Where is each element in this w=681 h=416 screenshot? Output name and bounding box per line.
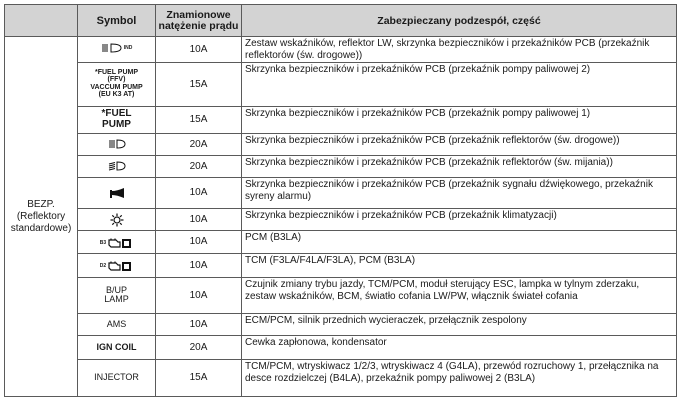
engine-ecu-icon	[107, 237, 133, 249]
header-location	[5, 5, 78, 37]
table-row	[5, 134, 677, 156]
location-cell	[5, 37, 78, 397]
table-row	[5, 37, 677, 63]
ac-fan-icon	[110, 213, 124, 227]
symbol-text-block	[90, 69, 142, 99]
component-cell: Skrzynka bezpieczników i przekaźników PCB (przekaźnik reflektorów (św. mijania))	[242, 156, 677, 178]
symbol-glyph	[101, 42, 133, 54]
fuse-table-container	[4, 4, 677, 397]
symbol-text-block: IGN COIL	[96, 341, 137, 352]
symbol-cell	[78, 314, 156, 336]
header-row	[5, 5, 677, 37]
table-row	[5, 178, 677, 209]
component-cell: Skrzynka bezpieczników i przekaźników PCB (przekaźnik pompy paliwowej 2)	[242, 63, 677, 107]
rating-cell: 10A	[156, 37, 242, 63]
symbol-line: (FFV)	[107, 76, 126, 84]
engine-ecu-icon	[107, 260, 133, 272]
rating-cell: 10A	[156, 209, 242, 231]
component-cell: Skrzynka bezpieczników i przekaźników PCB (przekaźnik sygnału dźwiękowego, przekaźnik syreny alarmu)	[242, 178, 677, 209]
table-row	[5, 360, 677, 397]
symbol-cell	[78, 278, 156, 314]
header-rating	[156, 5, 242, 37]
symbol-line: *FUEL PUMP	[94, 68, 139, 76]
symbol-text: B3	[99, 239, 107, 246]
rating-cell: 20A	[156, 156, 242, 178]
symbol-text-block	[104, 286, 129, 304]
symbol-line: (EU K3 AT)	[98, 91, 135, 99]
symbol-line: PUMP	[102, 118, 131, 130]
rating-cell: 15A	[156, 107, 242, 134]
header-symbol: Symbol	[78, 5, 156, 37]
symbol-cell	[78, 107, 156, 134]
symbol-text: D2	[99, 263, 107, 269]
component-cell: TCM/PCM, wtryskiwacz 1/2/3, wtryskiwacz 4 (G4LA), przewód rozruchowy 1, przełącznika na desce rozdzielczej (B4LA), przekaźnik pompy paliwowej 2 (B3LA)	[242, 360, 677, 397]
table-row	[5, 314, 677, 336]
component-cell: Skrzynka bezpieczników i przekaźników PCB (przekaźnik klimatyzacji)	[242, 209, 677, 231]
table-row	[5, 278, 677, 314]
header-rating-line1: Znamionowe	[166, 8, 231, 21]
rating-cell: 10A	[156, 314, 242, 336]
symbol-cell	[78, 254, 156, 278]
component-cell: TCM (F3LA/F4LA/F3LA), PCM (B3LA)	[242, 254, 677, 278]
high-beam-icon	[108, 139, 126, 149]
table-row	[5, 231, 677, 254]
symbol-glyph	[100, 260, 133, 272]
symbol-glyph	[100, 237, 133, 249]
symbol-text-block	[102, 109, 132, 130]
rating-cell: 15A	[156, 63, 242, 107]
symbol-line: LAMP	[104, 293, 129, 304]
symbol-cell	[78, 209, 156, 231]
table-row	[5, 107, 677, 134]
header-component: Zabezpieczany podzespół, część	[242, 5, 677, 37]
location-line3: standardowe)	[10, 222, 72, 234]
symbol-cell	[78, 156, 156, 178]
symbol-cell	[78, 134, 156, 156]
component-cell: PCM (B3LA)	[242, 231, 677, 254]
rating-cell: 20A	[156, 336, 242, 360]
symbol-text: IND	[123, 45, 133, 51]
component-cell: Skrzynka bezpieczników i przekaźników PCB (przekaźnik pompy paliwowej 1)	[242, 107, 677, 134]
table-row	[5, 156, 677, 178]
table-row	[5, 336, 677, 360]
symbol-line: VACCUM PUMP	[90, 83, 143, 91]
symbol-cell	[78, 336, 156, 360]
location-line1: BEZP.	[27, 198, 55, 210]
rating-cell: 10A	[156, 278, 242, 314]
rating-cell: 20A	[156, 134, 242, 156]
component-cell: Skrzynka bezpieczników i przekaźników PCB (przekaźnik reflektorów (św. drogowe))	[242, 134, 677, 156]
symbol-cell	[78, 178, 156, 209]
rating-cell: 10A	[156, 254, 242, 278]
symbol-cell	[78, 231, 156, 254]
symbol-text-block: AMS	[106, 318, 127, 329]
rating-cell: 10A	[156, 231, 242, 254]
component-cell: Cewka zapłonowa, kondensator	[242, 336, 677, 360]
header-rating-line2: natężenie prądu	[158, 19, 239, 32]
low-beam-icon	[108, 161, 126, 171]
table-row	[5, 209, 677, 231]
fuse-table	[4, 4, 677, 397]
table-row	[5, 63, 677, 107]
component-cell: Zestaw wskaźników, reflektor LW, skrzynka bezpieczników i przekaźników PCB (przekaźnik reflektorów (św. drogowe))	[242, 37, 677, 63]
rating-cell: 15A	[156, 360, 242, 397]
symbol-text-block: INJECTOR	[94, 372, 139, 382]
symbol-cell	[78, 63, 156, 107]
horn-icon	[108, 187, 126, 199]
component-cell: ECM/PCM, silnik przednich wycieraczek, przełącznik zespolony	[242, 314, 677, 336]
symbol-cell	[78, 37, 156, 63]
table-row	[5, 254, 677, 278]
symbol-line: *FUEL	[101, 108, 132, 120]
headlamp-ind-icon	[101, 43, 123, 53]
location-line2: (Reflektory	[16, 210, 66, 222]
rating-cell: 10A	[156, 178, 242, 209]
symbol-cell	[78, 360, 156, 397]
component-cell: Czujnik zmiany trybu jazdy, TCM/PCM, moduł sterujący ESC, lampka w tylnym zderzaku, zestaw wskaźników, BCM, światło cofania LW/PW, włącznik świateł cofania	[242, 278, 677, 314]
symbol-line: B/UP	[105, 284, 127, 295]
